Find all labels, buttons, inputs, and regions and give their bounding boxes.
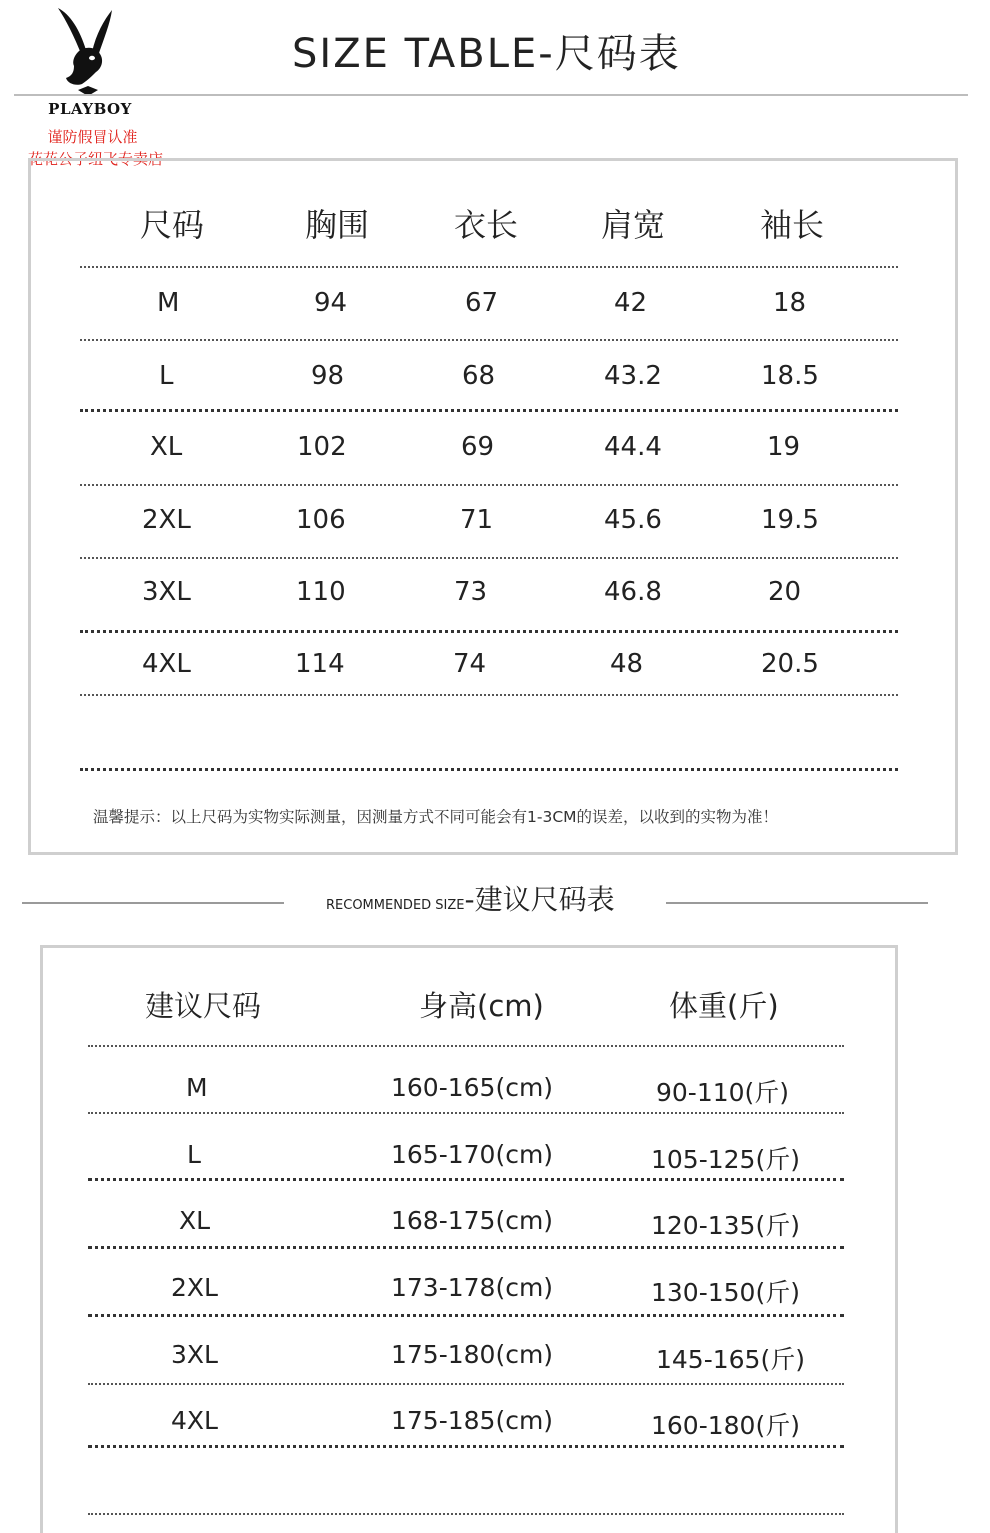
header-chest: 胸围 xyxy=(305,206,370,244)
row-divider xyxy=(80,339,898,341)
table-cell: 145-165(斤) xyxy=(656,1345,805,1374)
table-cell: 114 xyxy=(295,649,345,679)
table-cell: 45.6 xyxy=(604,505,662,535)
table-bottom-divider xyxy=(88,1513,844,1515)
table-cell: 19.5 xyxy=(761,505,819,535)
table-cell: 106 xyxy=(296,505,346,535)
table-cell: 4XL xyxy=(171,1406,218,1435)
table-cell: 3XL xyxy=(171,1340,218,1369)
table-cell: 175-180(cm) xyxy=(391,1340,554,1369)
store-name: 花花公子纽飞专卖店 xyxy=(27,150,163,168)
brand-name: PLAYBOY xyxy=(48,100,132,118)
table-cell: 130-150(斤) xyxy=(651,1278,800,1307)
header-height: 身高(cm) xyxy=(419,989,544,1023)
table-cell: 173-178(cm) xyxy=(391,1273,554,1302)
table-cell: 68 xyxy=(462,361,496,391)
row-divider xyxy=(80,694,898,696)
recommended-title-en: RECOMMENDED SIZE xyxy=(326,898,465,913)
row-divider xyxy=(88,1445,844,1448)
row-divider xyxy=(88,1314,844,1317)
table-cell: 19 xyxy=(767,432,801,462)
table-cell: M xyxy=(186,1073,208,1102)
row-divider xyxy=(80,409,898,412)
table-cell: 110 xyxy=(296,577,346,607)
table-cell: 2XL xyxy=(171,1273,218,1302)
table-cell: 18.5 xyxy=(761,361,819,391)
table-cell: 94 xyxy=(314,288,348,318)
row-divider xyxy=(80,266,898,268)
table-cell: 175-185(cm) xyxy=(391,1406,554,1435)
table-cell: L xyxy=(187,1140,201,1169)
row-divider xyxy=(80,484,898,486)
header-recommended-size: 建议尺码 xyxy=(145,989,262,1023)
row-divider xyxy=(88,1383,844,1385)
table-cell: 20 xyxy=(768,577,802,607)
table-cell: 2XL xyxy=(142,505,191,535)
brand-logo xyxy=(0,0,180,175)
table-cell: 90-110(斤) xyxy=(656,1078,790,1107)
table-cell: 20.5 xyxy=(761,649,819,679)
row-divider xyxy=(80,630,898,633)
table-cell: 74 xyxy=(453,649,487,679)
recommended-title-zh: -建议尺码表 xyxy=(464,883,615,916)
table-cell: 73 xyxy=(454,577,488,607)
header-size: 尺码 xyxy=(140,206,205,244)
row-divider xyxy=(88,1246,844,1249)
rabbit-head-icon xyxy=(52,6,122,98)
table-bottom-divider xyxy=(80,768,898,771)
table-cell: 69 xyxy=(461,432,495,462)
row-divider xyxy=(80,557,898,559)
table-cell: 46.8 xyxy=(604,577,662,607)
table-cell: 18 xyxy=(773,288,807,318)
table-cell: 43.2 xyxy=(604,361,662,391)
measurement-tip: 温馨提示：以上尺码为实物实际测量，因测量方式不同可能会有1-3CM的误差，以收到的实物为准！ xyxy=(93,808,779,826)
row-divider xyxy=(88,1045,844,1047)
table-cell: 98 xyxy=(311,361,345,391)
title-divider xyxy=(14,94,968,96)
table-cell: 48 xyxy=(610,649,644,679)
header-shoulder: 肩宽 xyxy=(601,206,666,244)
anti-counterfeit-notice: 谨防假冒认准 xyxy=(47,128,138,146)
table-cell: L xyxy=(159,361,174,391)
table-cell: 105-125(斤) xyxy=(651,1145,800,1174)
page-title: SIZE TABLE-尺码表 xyxy=(292,31,681,77)
table-cell: XL xyxy=(179,1206,211,1235)
table-cell: 160-165(cm) xyxy=(391,1073,554,1102)
header-sleeve: 袖长 xyxy=(760,206,825,244)
table-cell: 120-135(斤) xyxy=(651,1211,800,1240)
header-weight: 体重(斤) xyxy=(669,989,779,1023)
table-cell: 67 xyxy=(465,288,499,318)
table-cell: 3XL xyxy=(142,577,191,607)
row-divider xyxy=(88,1112,844,1114)
heading-rule-right xyxy=(666,902,928,904)
table-cell: 4XL xyxy=(142,649,191,679)
table-cell: 71 xyxy=(460,505,494,535)
table-cell: 165-170(cm) xyxy=(391,1140,554,1169)
table-cell: 160-180(斤) xyxy=(651,1411,800,1440)
table-cell: 44.4 xyxy=(604,432,662,462)
table-cell: 168-175(cm) xyxy=(391,1206,554,1235)
header-length: 衣长 xyxy=(454,206,519,244)
row-divider xyxy=(88,1178,844,1181)
heading-rule-left xyxy=(22,902,284,904)
table-cell: 102 xyxy=(297,432,347,462)
table-cell: 42 xyxy=(614,288,648,318)
table-cell: XL xyxy=(150,432,183,462)
table-cell: M xyxy=(157,288,180,318)
recommended-title xyxy=(326,878,615,918)
